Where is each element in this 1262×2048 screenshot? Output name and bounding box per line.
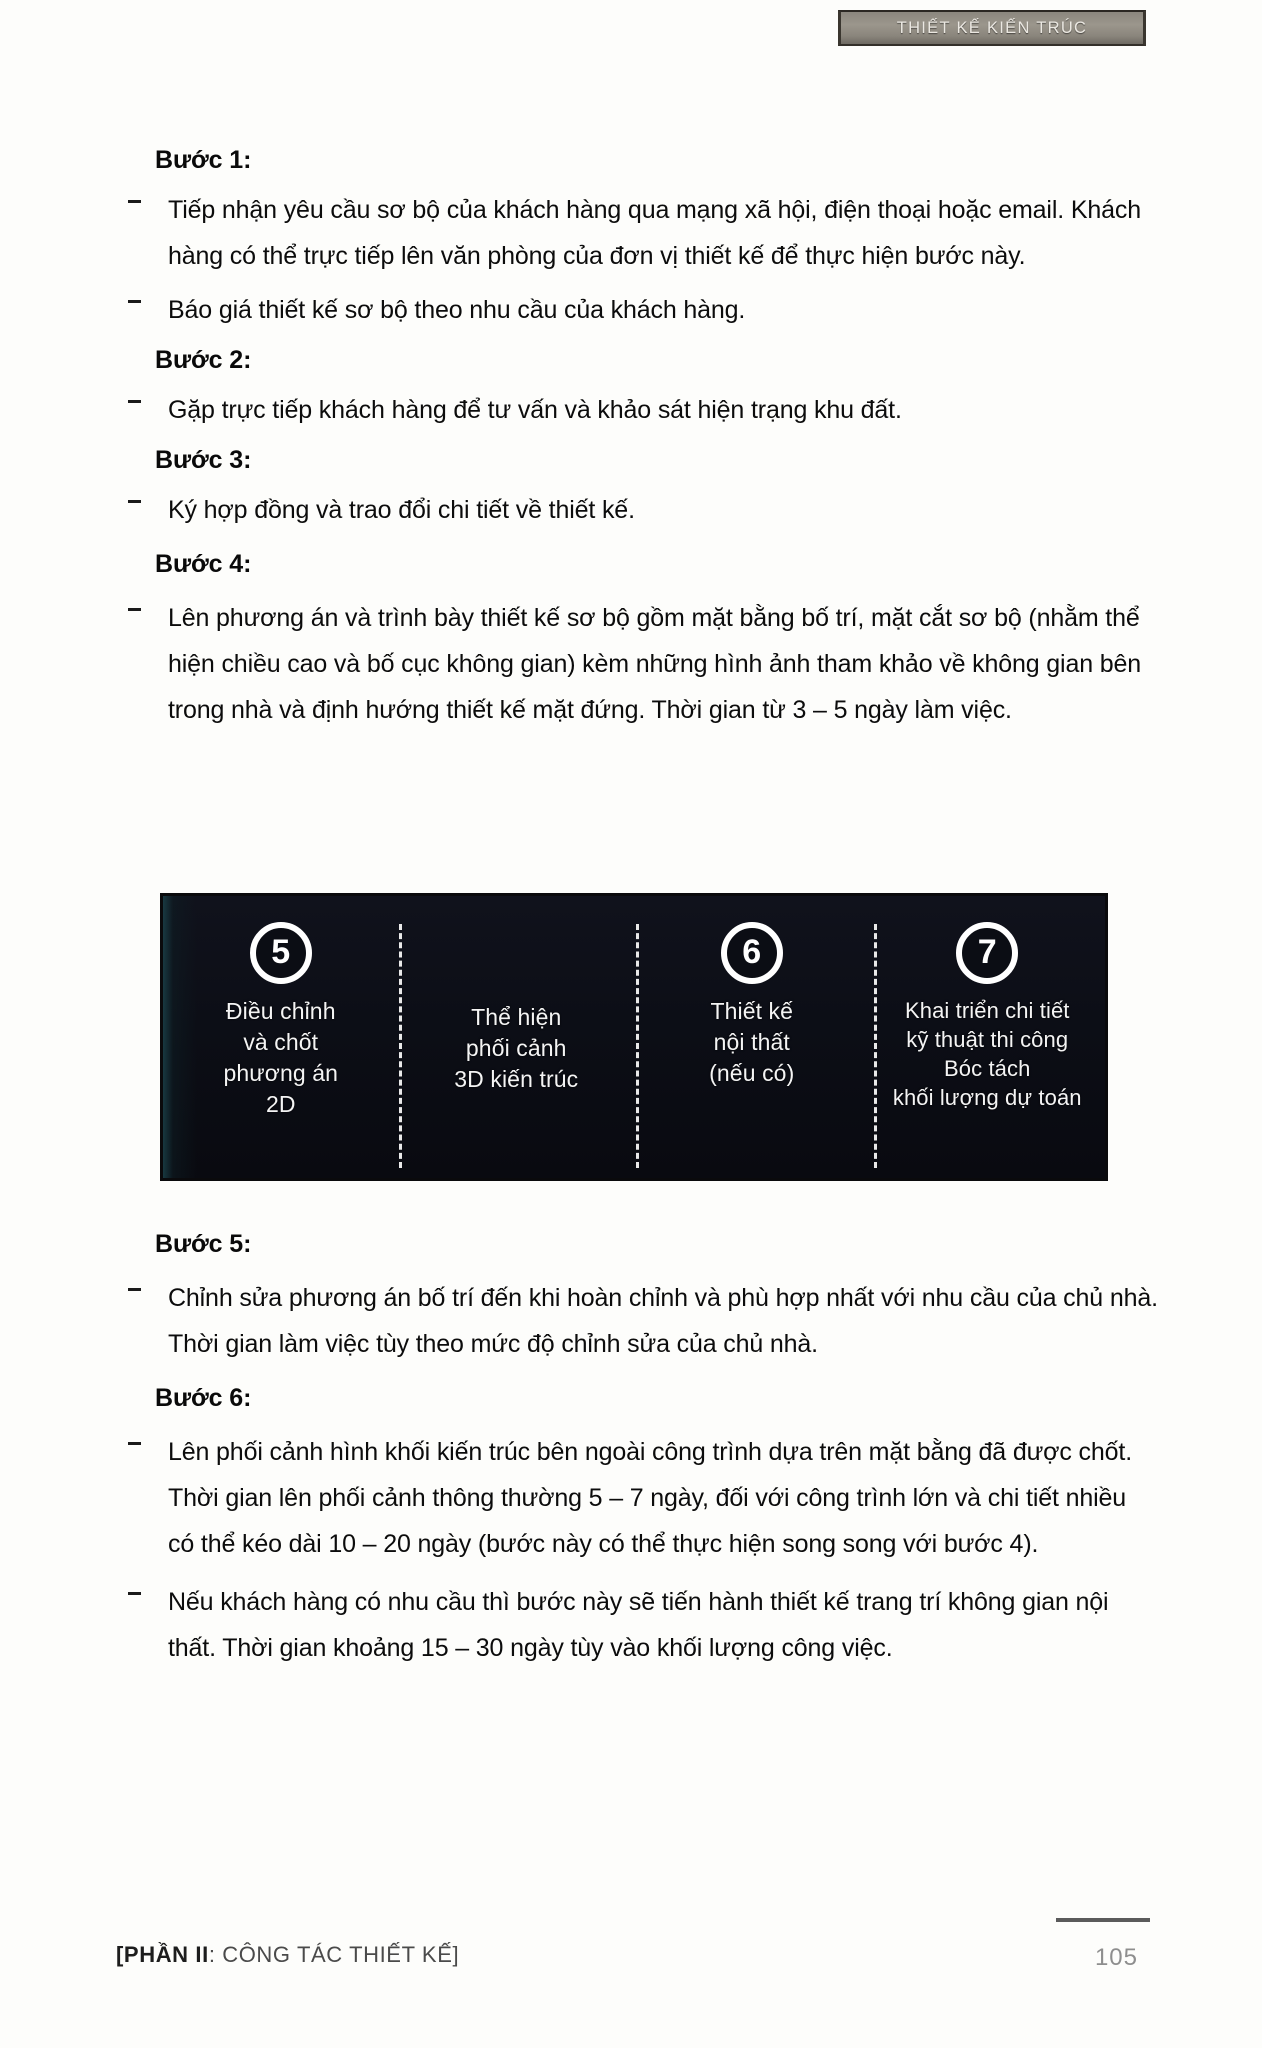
infographic-divider (399, 924, 402, 1168)
footer-label-bold: [PHẦN II (116, 1942, 209, 1967)
infographic-step-6a (399, 896, 635, 1178)
bullet-item (128, 287, 1158, 333)
bullet-text: Báo giá thiết kế sơ bộ theo nhu cầu của khách hàng. (168, 296, 746, 324)
bullet-item (128, 1275, 1158, 1367)
infographic-step-6 (634, 896, 870, 1178)
bullet-item (128, 1429, 1158, 1567)
infographic-step-label: Thiết kế nội thất (nếu có) (709, 998, 795, 1086)
step-number-circle-icon (250, 922, 312, 984)
step-heading-6: Bước 6: (155, 1384, 252, 1412)
page-footer (0, 1942, 1262, 2002)
step-heading-5: Bước 5: (155, 1230, 252, 1258)
infographic-columns (163, 896, 1105, 1178)
bullet-item (128, 1579, 1158, 1671)
footer-section-label (116, 1942, 459, 1968)
document-body-lower (0, 1229, 1262, 1671)
step-heading-1: Bước 1: (155, 146, 252, 174)
bullet-text: Lên phương án và trình bày thiết kế sơ bộ gồm mặt bằng bố trí, mặt cắt sơ bộ (nhằm thể hiện chiều cao và bố cục không gian) kèm những hình ảnh tham khảo về không gian bên trong nhà và định hướng thiết kế mặt đứng. Thời gian từ 3 – 5 ngày làm việc. (168, 604, 1142, 724)
step-heading-2: Bước 2: (155, 346, 252, 374)
bullet-dash-icon (128, 300, 141, 303)
bullet-text: Ký hợp đồng và trao đổi chi tiết về thiết kế. (168, 496, 635, 524)
bullet-dash-icon (128, 608, 141, 611)
process-infographic (160, 893, 1108, 1181)
header-banner-label: THIẾT KẾ KIẾN TRÚC (896, 18, 1088, 37)
bullet-dash-icon (128, 500, 141, 503)
bullet-text: Gặp trực tiếp khách hàng để tư vấn và khảo sát hiện trạng khu đất. (168, 396, 902, 424)
infographic-divider (636, 924, 639, 1168)
step-heading-4: Bước 4: (155, 550, 252, 578)
bullet-text: Nếu khách hàng có nhu cầu thì bước này sẽ tiến hành thiết kế trang trí không gian nội thất. Thời gian khoảng 15 – 30 ngày tùy vào khối lượng công việc. (168, 1588, 1109, 1662)
bullet-text: Chỉnh sửa phương án bố trí đến khi hoàn chỉnh và phù hợp nhất với nhu cầu của chủ nhà. Thời gian làm việc tùy theo mức độ chỉnh sửa của chủ nhà. (168, 1284, 1158, 1358)
infographic-step-label: Điều chỉnh và chốt phương án 2D (223, 998, 339, 1117)
bullet-dash-icon (128, 400, 141, 403)
bullet-text: Lên phối cảnh hình khối kiến trúc bên ngoài công trình dựa trên mặt bằng đã được chốt. Thời gian lên phối cảnh thông thường 5 – 7 ngày, đối với công trình lớn và chi tiết nhiều có thể kéo dài 10 – 20 ngày (bước này có thể thực hiện song song với bước 4). (168, 1438, 1132, 1558)
step-heading-3: Bước 3: (155, 446, 252, 474)
bullet-dash-icon (128, 1592, 141, 1595)
header-banner (838, 10, 1146, 46)
bullet-dash-icon (128, 1442, 141, 1445)
infographic-step-label: Khai triển chi tiết kỹ thuật thi công Bóc tách khối lượng dự toán (892, 998, 1082, 1110)
step-number: 5 (271, 933, 291, 971)
infographic-divider (874, 924, 877, 1168)
bullet-dash-icon (128, 1288, 141, 1291)
bullet-dash-icon (128, 200, 141, 203)
page-number: 105 (1094, 1944, 1138, 1971)
infographic-step-label: Thể hiện phối cảnh 3D kiến trúc (454, 1004, 579, 1092)
bullet-item (128, 595, 1158, 733)
bullet-item (128, 387, 1158, 433)
bullet-text: Tiếp nhận yêu cầu sơ bộ của khách hàng qua mạng xã hội, điện thoại hoặc email. Khách hàng có thể trực tiếp lên văn phòng của đơn vị thiết kế để thực hiện bước này. (168, 196, 1141, 270)
footer-label-rest: : CÔNG TÁC THIẾT KẾ] (208, 1942, 460, 1967)
step-number: 7 (977, 933, 997, 971)
bullet-item (128, 487, 1158, 533)
step-number-circle-icon (956, 922, 1018, 984)
footer-rule (1056, 1918, 1150, 1922)
infographic-step-5 (163, 896, 399, 1178)
bullet-item (128, 187, 1158, 279)
step-number: 6 (742, 933, 762, 971)
document-body (0, 145, 1262, 733)
infographic-step-7 (870, 896, 1106, 1178)
step-number-circle-icon (721, 922, 783, 984)
